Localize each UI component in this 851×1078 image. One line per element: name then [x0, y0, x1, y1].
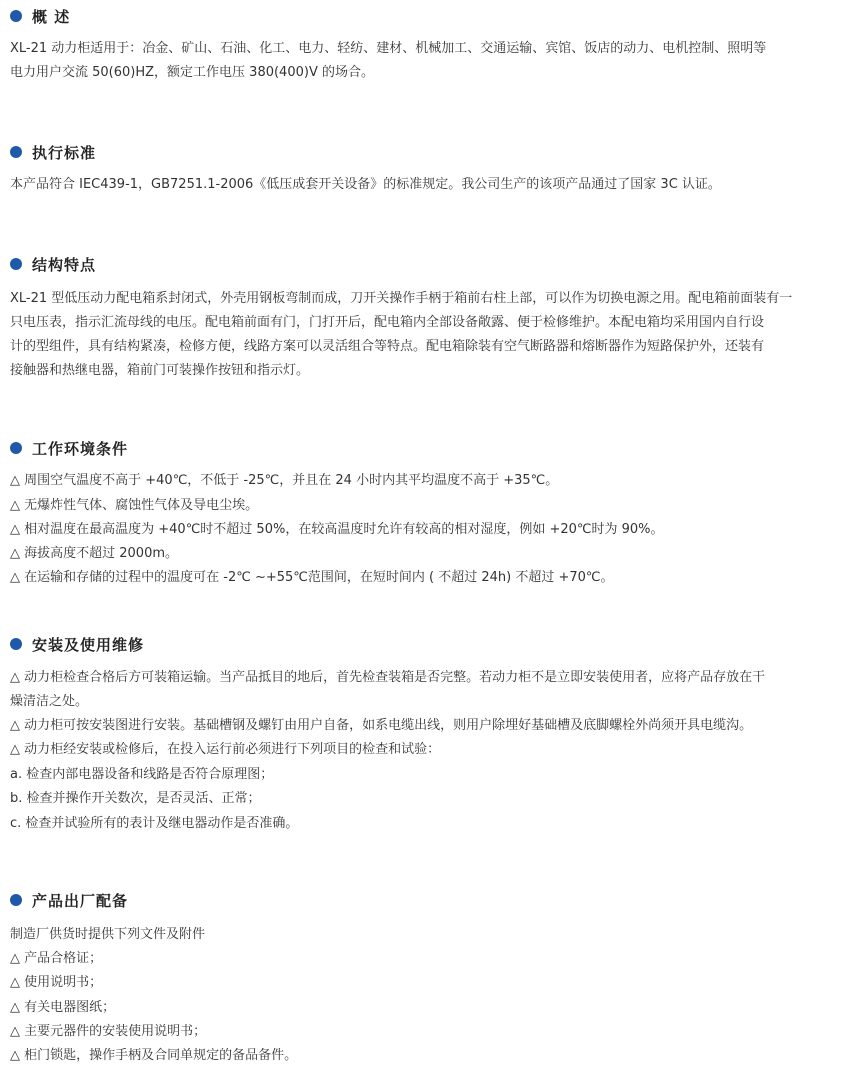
environment-line-5: △ 在运输和存储的过程中的温度可在 -2℃ ~+55℃范围间，在短时间内 ( 不超过 24h) 不超过 +70℃。: [10, 570, 614, 585]
structure-line-2: 只电压表，指示汇流母线的电压。配电箱前面有门，门打开后，配电箱内全部设备敞露、便于检修维护。本配电箱均采用国内自行设: [10, 315, 765, 330]
structure-line-3: 计的型组件，具有结构紧凑，检修方便，线路方案可以灵活组合等特点。配电箱除装有空气断路器和熔断器作为短路保护外，还装有: [10, 339, 765, 354]
delivery-line-3: △ 使用说明书；: [10, 975, 103, 990]
delivery-heading: [10, 889, 128, 911]
install-line-4: △ 动力柜经安装或检修后，在投入运行前必须进行下列项目的检查和试验：: [10, 742, 441, 757]
environment-heading: [10, 437, 128, 459]
standard-title: 执行标准: [32, 143, 97, 162]
environment-line-2: △ 无爆炸性气体、腐蚀性气体及导电尘埃。: [10, 498, 259, 513]
bullet-dot-icon: [10, 638, 22, 650]
overview-title: 概 述: [32, 7, 71, 26]
bullet-dot-icon: [10, 146, 22, 158]
install-line-5: a. 检查内部电器设备和线路是否符合原理图；: [10, 767, 274, 782]
delivery-line-1: 制造厂供货时提供下列文件及附件: [10, 927, 206, 942]
delivery-line-6: △ 柜门锁匙，操作手柄及合同单规定的备品备件。: [10, 1048, 298, 1063]
environment-line-4: △ 海拔高度不超过 2000m。: [10, 546, 179, 561]
structure-title: 结构特点: [32, 255, 97, 274]
bullet-dot-icon: [10, 894, 22, 906]
standard-line-1: 本产品符合 IEC439-1，GB7251.1-2006《低压成套开关设备》的标准规定。我公司生产的该项产品通过了国家 3C 认证。: [10, 177, 721, 192]
delivery-line-4: △ 有关电器图纸；: [10, 1000, 116, 1015]
structure-line-4: 接触器和热继电器，箱前门可装操作按钮和指示灯。: [10, 363, 310, 378]
structure-heading: [10, 253, 96, 275]
delivery-line-2: △ 产品合格证；: [10, 951, 103, 966]
install-line-6: b. 检查并操作开关数次，是否灵活、正常；: [10, 791, 261, 806]
overview-heading: [10, 5, 70, 27]
delivery-line-5: △ 主要元器件的安装使用说明书；: [10, 1024, 207, 1039]
install-heading: [10, 633, 144, 655]
install-line-1: △ 动力柜检查合格后方可装箱运输。当产品抵目的地后，首先检查装箱是否完整。若动力柜不是立即安装使用者，应将产品存放在干: [10, 670, 766, 685]
bullet-dot-icon: [10, 10, 22, 22]
install-line-7: c. 检查并试验所有的表计及继电器动作是否准确。: [10, 816, 299, 831]
environment-line-1: △ 周围空气温度不高于 +40℃，不低于 -25℃，并且在 24 小时内其平均温度不高于 +35℃。: [10, 473, 559, 488]
overview-line-2: 电力用户交流 50(60)HZ，额定工作电压 380(400)V 的场合。: [10, 65, 374, 80]
install-line-2: 燥清洁之处。: [10, 694, 89, 709]
standard-heading: [10, 141, 96, 163]
install-title: 安装及使用维修: [32, 635, 145, 654]
structure-line-1: XL-21 型低压动力配电箱系封闭式，外壳用钢板弯制而成，刀开关操作手柄于箱前右柱上部，可以作为切换电源之用。配电箱前面装有一: [10, 291, 793, 306]
environment-title: 工作环境条件: [32, 439, 129, 458]
environment-line-3: △ 相对温度在最高温度为 +40℃时不超过 50%，在较高温度时允许有较高的相对湿度，例如 +20℃时为 90%。: [10, 522, 664, 537]
install-line-3: △ 动力柜可按安装图进行安装。基础槽钢及螺钉由用户自备，如系电缆出线，则用户除埋好基础槽及底脚螺栓外尚须开具电缆沟。: [10, 718, 753, 733]
overview-line-1: XL-21 动力柜适用于：冶金、矿山、石油、化工、电力、轻纺、建材、机械加工、交通运输、宾馆、饭店的动力、电机控制、照明等: [10, 41, 767, 56]
delivery-title: 产品出厂配备: [32, 891, 129, 910]
bullet-dot-icon: [10, 258, 22, 270]
bullet-dot-icon: [10, 442, 22, 454]
